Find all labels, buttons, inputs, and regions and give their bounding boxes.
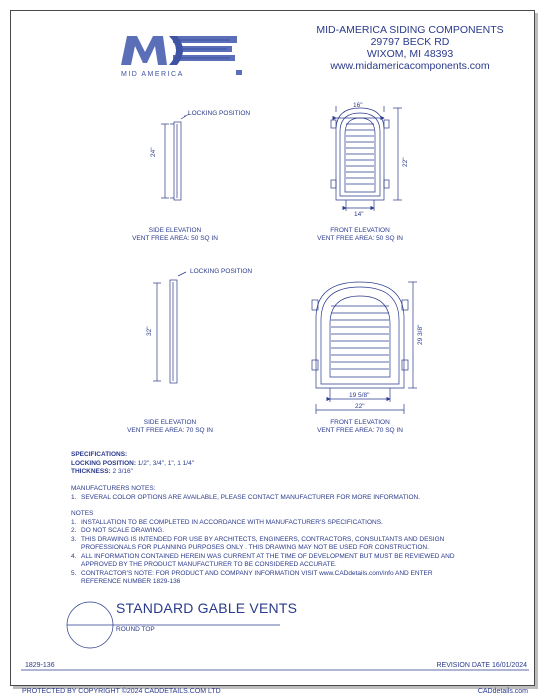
bottom-front-bottom-dim: 22": [355, 403, 365, 410]
top-side-caption-area: VENT FREE AREA: 50 SQ IN: [132, 235, 218, 242]
manufacturer-notes-heading: MANUFACTURERS NOTES:: [71, 485, 156, 492]
bottom-front-inner-dim: 19 5/8": [349, 392, 370, 399]
top-side-caption-title: SIDE ELEVATION: [148, 227, 202, 234]
drawing-title: STANDARD GABLE VENTS: [116, 600, 298, 616]
company-city: WIXOM, MI 48393: [366, 48, 454, 60]
thickness-value: 2 3/16": [110, 468, 133, 475]
bottom-front-caption-title: FRONT ELEVATION: [330, 419, 390, 426]
bottom-front-caption: [300, 419, 420, 435]
top-side-caption: [115, 227, 235, 243]
bottom-side-caption: [110, 419, 230, 435]
bottom-side-caption-title: SIDE ELEVATION: [143, 419, 197, 426]
top-front-elevation: [331, 106, 402, 211]
list-item: 1. SEVERAL COLOR OPTIONS ARE AVAILABLE, PLEASE CONTACT MANUFACTURER FOR MORE INFORMATION.: [71, 493, 421, 501]
top-side-locking-label: LOCKING POSITION: [188, 110, 251, 117]
caddetails-link[interactable]: CADdetails.com: [477, 688, 528, 695]
general-notes: NOTES 1. INSTALLATION TO BE COMPLETED IN ACCORDANCE WITH MANUFACTURER'S SPECIFICATIONS. 2. DO NOT SCALE DRAWING. 3. THIS DRAWING IS INTENDED FOR USE BY ARCHITECTS, ENGINEERS, CONTRACTORS, CONSULTANTS AND DESIGN PROFESSIONALS FOR PLANNING PURPOSES ONLY . THIS DRAWING MAY NOT BE USED FOR CONSTRUCTION. 4. ALL INFORMATION CONTAINED HEREIN WAS CURRENT AT THE TIME OF DEVELOPMENT BUT MUST BE REVIEWED AND APPROVED BY THE PRODUCT MANUFACTURER TO BE CONSIDERED ACCURATE. 5. CONTRACTOR'S NOTE: FOR PRODUCT AND COMPANY INFORMATION VISIT www.CADdetails.com/info AND ENTER REFERENCE NUMBER 1829-136: [71, 510, 455, 585]
list-item: 5. CONTRACTOR'S NOTE: FOR PRODUCT AND COMPANY INFORMATION VISIT www.CADdetails.com/info AND ENTER: [71, 569, 433, 577]
bottom-side-height-dim: 32": [146, 326, 153, 336]
list-item: 4. ALL INFORMATION CONTAINED HEREIN WAS CURRENT AT THE TIME OF DEVELOPMENT BUT MUST BE REVIEWED AND: [71, 552, 455, 560]
top-side-elevation: [161, 114, 189, 200]
top-front-caption: [300, 227, 420, 243]
bottom-side-elevation: [153, 272, 186, 383]
locking-position-label: LOCKING POSITION:: [71, 459, 136, 467]
company-street: 29797 BECK RD: [370, 36, 450, 48]
drawing-subtitle: ROUND TOP: [116, 626, 155, 633]
logo-text: MID AMERICA: [121, 71, 184, 78]
list-item: 3. THIS DRAWING IS INTENDED FOR USE BY ARCHITECTS, ENGINEERS, CONTRACTORS, CONSULTANTS AND DESIGN: [71, 535, 445, 543]
top-front-caption-area: VENT FREE AREA: 50 SQ IN: [317, 235, 403, 242]
top-front-height-dim: 22": [402, 157, 409, 167]
bottom-side-locking-label: LOCKING POSITION: [190, 268, 253, 275]
bottom-front-height-dim: 29 3/8": [417, 324, 424, 345]
top-side-height-dim: 24": [150, 147, 157, 157]
specs-heading: SPECIFICATIONS:: [71, 451, 128, 458]
specifications: [71, 451, 194, 477]
bottom-side-caption-area: VENT FREE AREA: 70 SQ IN: [127, 427, 213, 434]
notes-heading: NOTES: [71, 510, 94, 517]
reference-code: 1829-136: [25, 662, 55, 669]
top-front-width-dim: 16": [353, 102, 363, 109]
revision-date: REVISION DATE 16/01/2024: [436, 662, 527, 669]
list-item: 2. DO NOT SCALE DRAWING.: [71, 527, 165, 534]
company-website[interactable]: www.midamericacomponents.com: [330, 60, 490, 72]
thickness-label: THICKNESS:: [71, 468, 111, 475]
company-name: MID-AMERICA SIDING COMPONENTS: [316, 24, 504, 36]
top-front-bottom-dim: 14": [354, 211, 364, 218]
top-front-caption-title: FRONT ELEVATION: [330, 227, 390, 234]
list-item: 1. INSTALLATION TO BE COMPLETED IN ACCORDANCE WITH MANUFACTURER'S SPECIFICATIONS.: [71, 518, 383, 526]
locking-position-value: 1/2", 3/4", 1", 1 1/4": [136, 459, 195, 467]
bottom-front-caption-area: VENT FREE AREA: 70 SQ IN: [317, 427, 403, 434]
manufacturer-notes: [71, 485, 420, 502]
copyright-notice: PROTECTED BY COPYRIGHT ©2024 CADDETAILS.COM LTD: [22, 688, 221, 695]
